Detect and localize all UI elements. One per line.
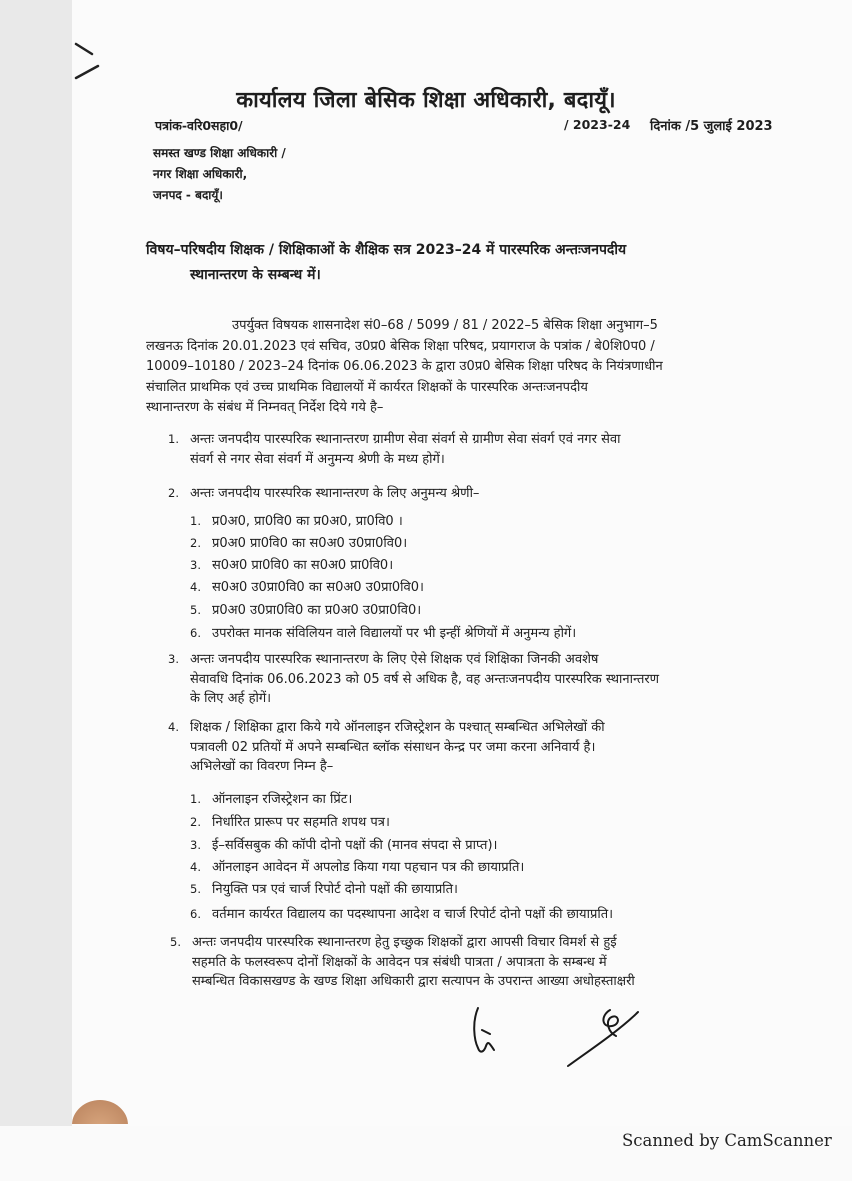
sub-number: 1. (190, 792, 201, 806)
list-line: शिक्षक / शिक्षिका द्वारा किये गये ऑनलाइन रजिस्ट्रेशन के पश्चात् सम्बन्धित अभिलेखों की (190, 720, 605, 735)
sub-text: ई–सर्विसबुक की कॉपी दोनो पक्षों की (मानव संपदा से प्राप्त)। (212, 838, 498, 853)
sub-number: 6. (190, 626, 201, 640)
list-line: सेवावधि दिनांक 06.06.2023 को 05 वर्ष से अधिक है, वह अन्तःजनपदीय पारस्परिक स्थानान्तरण (190, 671, 660, 687)
list-line: के लिए अर्ह होगें। (190, 691, 272, 706)
body-paragraph (146, 316, 758, 419)
subject-block (146, 238, 756, 288)
office-heading: कार्यालय जिला बेसिक शिक्षा अधिकारी, बदायूँ। (236, 88, 616, 113)
list-line: अभिलेखों का विवरण निम्न है– (190, 759, 334, 774)
sub-list-item (190, 905, 613, 924)
list-text (190, 430, 760, 469)
list-line: अन्तः जनपदीय पारस्परिक स्थानान्तरण के लिए ऐसे शिक्षक एवं शिक्षिका जिनकी अवशेष (190, 652, 599, 667)
body-line: उपर्युक्त विषयक शासनादेश सं0–68 / 5099 / 81 / 2022–5 बेसिक शिक्षा अनुभाग–5 (232, 318, 658, 333)
recipient-line: नगर शिक्षा अधिकारी, (153, 167, 248, 181)
sub-text: उपरोक्त मानक संविलियन वाले विद्यालयों पर भी इन्हीं श्रेणियों में अनुमन्य होगें। (212, 626, 577, 641)
sub-list-item (190, 836, 497, 855)
list-text (190, 650, 760, 709)
sub-text: स0अ0 उ0प्रा0वि0 का स0अ0 उ0प्रा0वि0। (212, 580, 424, 595)
sub-number: 3. (190, 838, 201, 852)
sub-list-item (190, 578, 424, 597)
body-line: 10009–10180 / 2023–24 दिनांक 06.06.2023 के द्वारा उ0प्र0 बेसिक शिक्षा परिषद के नियंत्रणाधीन (146, 359, 663, 374)
sub-list-item (190, 880, 458, 899)
sub-list-item (190, 534, 407, 553)
session-number: / 2023-24 (564, 117, 631, 132)
list-line: सहमति के फलस्वरूप दोनों शिक्षकों के आवेदन पत्र संबंधी पात्रता / अपात्रता के सम्बन्ध में (192, 954, 607, 970)
sub-number: 3. (190, 558, 201, 572)
sub-list-item (190, 813, 390, 832)
list-number: 5. (170, 935, 181, 949)
list-number: 4. (168, 720, 179, 734)
list-number: 1. (168, 432, 179, 446)
list-number: 2. (168, 486, 179, 500)
sub-list-item (190, 556, 393, 575)
body-line: लखनऊ दिनांक 20.01.2023 एवं सचिव, उ0प्र0 बेसिक शिक्षा परिषद, प्रयागराज के पत्रांक / बे0शि0प0 / (146, 338, 655, 354)
sub-list-item (190, 512, 403, 531)
body-line: स्थानान्तरण के संबंध में निम्नवत् निर्देश दिये गये है– (146, 400, 384, 415)
list-line: पत्रावली 02 प्रतियों में अपने सम्बन्धित ब्लॉक संसाधन केन्द्र पर जमा करना अनिवार्य है। (190, 739, 596, 755)
sub-text: निर्धारित प्रारूप पर सहमति शपथ पत्र। (212, 815, 390, 830)
list-text (190, 484, 760, 504)
list-line: अन्तः जनपदीय पारस्परिक स्थानान्तरण ग्रामीण सेवा संवर्ग से ग्रामीण सेवा संवर्ग एवं नगर सेवा (190, 432, 621, 447)
sub-list-item (190, 790, 352, 809)
list-text (190, 718, 760, 777)
sub-list-item (190, 601, 421, 620)
list-text (192, 933, 762, 992)
list-line: सम्बन्धित विकासखण्ड के खण्ड शिक्षा अधिकारी द्वारा सत्यापन के उपरान्त आख्या अधोहस्ताक्षरी (192, 974, 635, 989)
reference-number: पत्रांक-वरि0सहा0/ (155, 118, 243, 133)
sub-text: ऑनलाइन रजिस्ट्रेशन का प्रिंट। (212, 792, 353, 807)
body-line: संचालित प्राथमिक एवं उच्च प्राथमिक विद्यालयों में कार्यरत शिक्षकों के पारस्परिक अन्तःजनपदीय (146, 379, 588, 395)
handwritten-signatures (460, 1000, 660, 1075)
sub-text: प्र0अ0 प्रा0वि0 का स0अ0 उ0प्रा0वि0। (212, 536, 408, 551)
scan-background-left (0, 0, 72, 1181)
sub-number: 2. (190, 536, 201, 550)
list-number: 3. (168, 652, 179, 666)
sub-list-item (190, 858, 524, 877)
letter-date: दिनांक /5 जुलाई 2023 (650, 119, 773, 134)
recipient-line: समस्त खण्ड शिक्षा अधिकारी / (153, 146, 286, 160)
sub-text: नियुक्ति पत्र एवं चार्ज रिपोर्ट दोनो पक्षों की छायाप्रति। (212, 882, 458, 897)
sub-number: 6. (190, 907, 201, 921)
sub-text: स0अ0 प्रा0वि0 का स0अ0 प्रा0वि0। (212, 558, 394, 573)
pen-stroke-mark (74, 40, 114, 85)
list-line: संवर्ग से नगर सेवा संवर्ग में अनुमन्य श्रेणी के मध्य होगें। (190, 451, 445, 467)
sub-list-item (190, 624, 576, 643)
sub-text: प्र0अ0 उ0प्रा0वि0 का प्र0अ0 उ0प्रा0वि0। (212, 603, 422, 618)
sub-text: वर्तमान कार्यरत विद्यालय का पदस्थापना आदेश व चार्ज रिपोर्ट दोनो पक्षों की छायाप्रति। (212, 907, 614, 922)
list-line: अन्तः जनपदीय पारस्परिक स्थानान्तरण के लिए अनुमन्य श्रेणी– (190, 486, 480, 501)
sub-number: 5. (190, 882, 201, 896)
sub-number: 1. (190, 514, 201, 528)
list-line: अन्तः जनपदीय पारस्परिक स्थानान्तरण हेतु इच्छुक शिक्षकों द्वारा आपसी विचार विमर्श से हुई (192, 935, 617, 950)
sub-number: 4. (190, 860, 201, 874)
sub-text: प्र0अ0, प्रा0वि0 का प्र0अ0, प्रा0वि0 । (212, 514, 403, 529)
sub-text: ऑनलाइन आवेदन में अपलोड किया गया पहचान पत्र की छायाप्रति। (212, 860, 525, 875)
subject-line: स्थानान्तरण के सम्बन्ध में। (190, 267, 321, 283)
sub-number: 5. (190, 603, 201, 617)
recipient-line: जनपद - बदायूँ। (153, 188, 223, 202)
sub-number: 4. (190, 580, 201, 594)
subject-line: विषय–परिषदीय शिक्षक / शिक्षिकाओं के शैक्षिक सत्र 2023–24 में पारस्परिक अन्तःजनपदीय (146, 242, 627, 258)
sub-number: 2. (190, 815, 201, 829)
scanner-watermark: Scanned by CamScanner (622, 1131, 832, 1150)
